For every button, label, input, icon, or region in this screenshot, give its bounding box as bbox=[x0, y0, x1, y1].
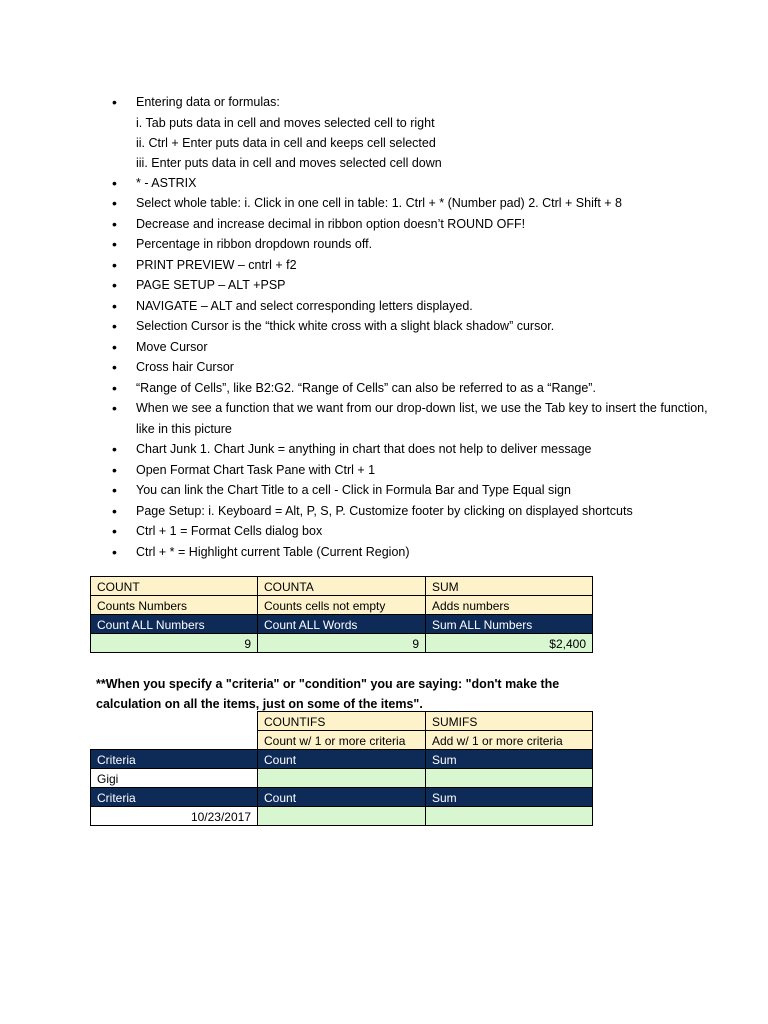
bullet-icon: • bbox=[112, 543, 117, 560]
bullet-icon: • bbox=[112, 400, 117, 416]
criteria-table bbox=[90, 711, 593, 826]
description-cell[interactable]: Adds numbers bbox=[426, 596, 593, 615]
bullet-icon: • bbox=[112, 359, 117, 375]
bullet-icon: • bbox=[112, 461, 117, 478]
bullet-icon: • bbox=[112, 174, 117, 191]
value-cell[interactable]: 9 bbox=[91, 634, 258, 653]
bullet-item: • Move Cursor bbox=[112, 337, 712, 358]
bullet-icon: • bbox=[112, 379, 117, 396]
sub-item: iii. Enter puts data in cell and moves selected cell down bbox=[136, 155, 442, 170]
bullet-icon: • bbox=[112, 195, 117, 211]
label-cell[interactable]: Count bbox=[258, 750, 426, 769]
sub-item: i. Tab puts data in cell and moves selected cell to right bbox=[136, 115, 435, 130]
table-row bbox=[91, 750, 593, 769]
header-cell[interactable]: COUNTIFS bbox=[258, 712, 426, 731]
bullet-icon: • bbox=[112, 502, 117, 519]
result-cell[interactable] bbox=[258, 807, 426, 826]
bullet-item: • Open Format Chart Task Pane with Ctrl + 1 bbox=[112, 460, 712, 481]
table-row bbox=[91, 577, 593, 596]
sub-item: ii. Ctrl + Enter puts data in cell and keeps cell selected bbox=[136, 135, 436, 150]
bullet-item: • Decrease and increase decimal in ribbon option doesn’t ROUND OFF! bbox=[112, 214, 712, 235]
bullet-item: • Percentage in ribbon dropdown rounds off. bbox=[112, 234, 712, 255]
value-cell[interactable]: $2,400 bbox=[426, 634, 593, 653]
bullet-item: • PAGE SETUP – ALT +PSP bbox=[112, 275, 712, 296]
functions-table bbox=[90, 576, 593, 653]
table-row bbox=[91, 615, 593, 634]
criteria-value-cell[interactable]: Gigi bbox=[91, 769, 258, 788]
bullet-item: • * - ASTRIX bbox=[112, 173, 712, 194]
empty-cell bbox=[91, 731, 258, 750]
criteria-label-cell[interactable]: Criteria bbox=[91, 750, 258, 769]
bullet-item: • Ctrl + * = Highlight current Table (Current Region) bbox=[112, 542, 712, 563]
label-cell[interactable]: Sum bbox=[426, 750, 593, 769]
bullet-icon: • bbox=[112, 482, 117, 498]
result-cell[interactable] bbox=[258, 769, 426, 788]
bullet-icon: • bbox=[112, 236, 117, 252]
label-cell[interactable]: Sum bbox=[426, 788, 593, 807]
label-cell[interactable]: Sum ALL Numbers bbox=[426, 615, 593, 634]
table-row bbox=[91, 769, 593, 788]
header-cell[interactable]: COUNT bbox=[91, 577, 258, 596]
bullet-item: • PRINT PREVIEW – cntrl + f2 bbox=[112, 255, 712, 276]
criteria-value-cell[interactable]: 10/23/2017 bbox=[91, 807, 258, 826]
bullet-item: • You can link the Chart Title to a cell - Click in Formula Bar and Type Equal sign bbox=[112, 480, 712, 501]
bullet-item: • Select whole table: i. Click in one cell in table: 1. Ctrl + * (Number pad) 2. Ctrl + Shift + 8 bbox=[112, 193, 712, 214]
bullet-icon: • bbox=[112, 297, 117, 314]
bullet-icon: • bbox=[112, 338, 117, 355]
bullet-item: • Selection Cursor is the “thick white cross with a slight black shadow” cursor. bbox=[112, 316, 712, 337]
description-cell[interactable]: Counts Numbers bbox=[91, 596, 258, 615]
bullet-item: • “Range of Cells”, like B2:G2. “Range of Cells” can also be referred to as a “Range”. bbox=[112, 378, 712, 399]
bullet-item: • Page Setup: i. Keyboard = Alt, P, S, P. Customize footer by clicking on displayed shortcuts bbox=[112, 501, 712, 522]
bullet-item: • NAVIGATE – ALT and select corresponding letters displayed. bbox=[112, 296, 712, 317]
description-cell[interactable]: Counts cells not empty bbox=[258, 596, 426, 615]
bullet-icon: • bbox=[112, 318, 117, 334]
table-row bbox=[91, 731, 593, 750]
label-cell[interactable]: Count bbox=[258, 788, 426, 807]
table-row bbox=[91, 634, 593, 653]
bullet-item: • When we see a function that we want from our drop-down list, we use the Tab key to insert the function, like in this picture bbox=[112, 400, 708, 436]
description-cell[interactable]: Add w/ 1 or more criteria bbox=[426, 731, 593, 750]
label-cell[interactable]: Count ALL Words bbox=[258, 615, 426, 634]
criteria-label-cell[interactable]: Criteria bbox=[91, 788, 258, 807]
bullet-icon: • bbox=[112, 94, 117, 110]
bullet-icon: • bbox=[112, 215, 117, 232]
bullet-icon: • bbox=[112, 277, 117, 293]
value-cell[interactable]: 9 bbox=[258, 634, 426, 653]
header-cell[interactable]: SUM bbox=[426, 577, 593, 596]
bullet-item: • Ctrl + 1 = Format Cells dialog box bbox=[112, 521, 712, 542]
criteria-note: **When you specify a "criteria" or "condition" you are saying: "don't make the calculation on all the items, just on some of the items". bbox=[96, 677, 560, 711]
bullet-icon: • bbox=[112, 523, 117, 539]
bullet-item: • Entering data or formulas: bbox=[112, 92, 712, 113]
table-row bbox=[91, 596, 593, 615]
header-cell[interactable]: SUMIFS bbox=[426, 712, 593, 731]
bullet-icon: • bbox=[112, 441, 117, 457]
bullet-list bbox=[112, 92, 712, 562]
table-row bbox=[91, 712, 593, 731]
bullet-item: • Chart Junk 1. Chart Junk = anything in chart that does not help to deliver message bbox=[112, 439, 712, 460]
result-cell[interactable] bbox=[426, 769, 593, 788]
bullet-icon: • bbox=[112, 256, 117, 273]
table-row bbox=[91, 788, 593, 807]
description-cell[interactable]: Count w/ 1 or more criteria bbox=[258, 731, 426, 750]
label-cell[interactable]: Count ALL Numbers bbox=[91, 615, 258, 634]
table-row bbox=[91, 807, 593, 826]
header-cell[interactable]: COUNTA bbox=[258, 577, 426, 596]
result-cell[interactable] bbox=[426, 807, 593, 826]
empty-cell bbox=[91, 712, 258, 731]
bullet-item: • Cross hair Cursor bbox=[112, 357, 712, 378]
